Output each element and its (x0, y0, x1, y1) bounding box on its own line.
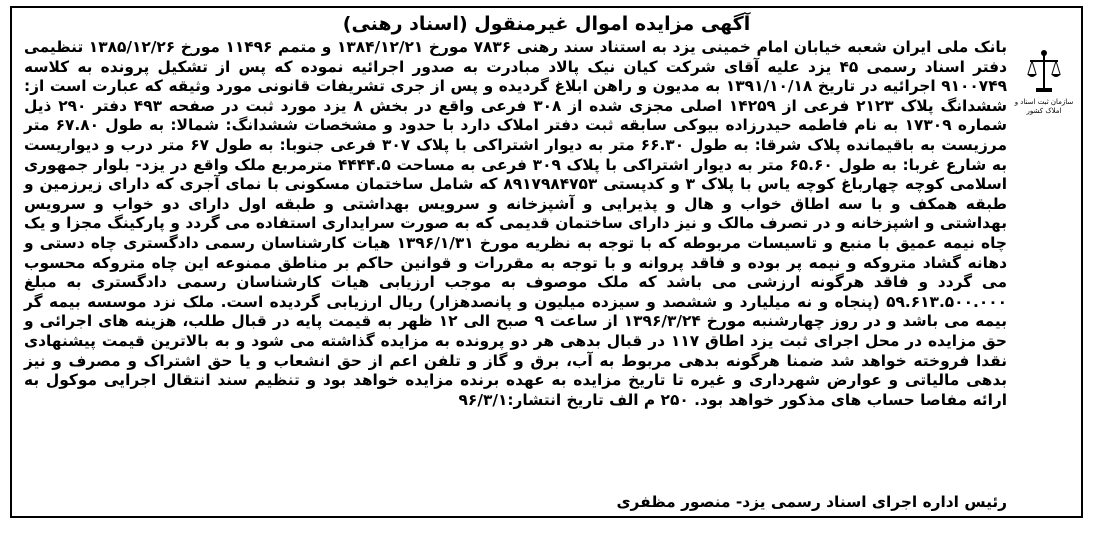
signature: رئیس اداره اجرای اسناد رسمی یزد- منصور مظفری (616, 493, 1007, 511)
notice-title: آگهی مزایده اموال غیرمنقول (اسناد رهنی) (342, 13, 751, 35)
judiciary-scales-emblem-icon (1024, 48, 1064, 96)
notice-footer (24, 492, 1007, 512)
notice-body (24, 38, 1007, 410)
registry-emblem (1014, 48, 1074, 122)
notice-text: بانک ملی ایران شعبه خیابان امام خمینی یزد به استناد سند رهنی ۷۸۳۶ مورخ ۱۳۸۴/۱۲/۲۱ و متمم ۱۱۴۹۶ مورخ ۱۳۸۵/۱۲/۲۶ تنظیمی دفتر اسناد رسمی ۴۵ یزد علیه آقای شرکت کیان نیک پالاد مبادرت به صدور اجرائیه نموده که پس از تشکیل پرونده به کلاسه ۹۱۰۰۷۴۹ اجرائیه در تاریخ ۱۳۹۱/۱۰/۱۸ به مدیون و راهن ابلاغ گردیده و پس از جری تشریفات قانونی مورد وثیقه که عبارت است از: ششدانگ پلاک ۲۱۲۳ فرعی از ۱۴۲۵۹ اصلی مجزی شده از ۳۰۸ فرعی واقع در بخش ۸ یزد مورد ثبت در صفحه ۴۹۳ دفتر ۲۹۰ ذیل شماره ۱۷۳۰۹ به نام فاطمه حیدرزاده بیوکی سابقه ثبت دفتر املاک دارد با حدود و مشخصات ششدانگ: شمالا: به طول ۶۷.۸۰ متر مرزیست به باقیمانده پلاک شرقا: به طول ۶۶.۳۰ متر به دیوار اشتراکی با پلاک ۳۰۷ فرعی جنوبا: به طول ۶۷ متر درب و دیواریست به شارع غربا: به طول ۶۵.۶۰ متر به دیوار اشتراکی با پلاک ۳۰۹ فرعی به مساحت ۴۴۴۴.۵ مترمربع ملک واقع در یزد- بلوار جمهوری اسلامی کوچه چهارباغ کوچه یاس با پلاک ۳ و کدپستی ۸۹۱۷۹۸۴۷۵۳ که شامل ساختمان مسکونی با نمای آجری که دارای زیرزمین و طبقه همکف و با سه اطاق خواب و هال و پذیرایی و آشپزخانه و سرویس بهداشتی و طبقه اول دارای دو خواب و سرویس بهداشتی و اشپزخانه و در تصرف مالک و نیز دارای ساختمان قدیمی که به صورت سرایداری استفاده می گردد و پارکینگ مجزا و یک چاه نیمه عمیق با منبع و تاسیسات مربوطه که با توجه به نظریه مورخ ۱۳۹۶/۱/۳۱ هیات کارشناسان رسمی دادگستری چاه دستی و دهانه گشاد متروکه و نیمه پر بوده و فاقد پروانه و با توجه به مقررات و قوانین حاکم بر مناطق ممنوعه این چاه متروکه محسوب می گردد و فاقد هرگونه ارزشی می باشد که ملک موصوف به موجب ارزیابی هیات کارشناسان رسمی دادگستری به مبلغ ۵۹.۶۱۳.۵۰۰.۰۰۰ (پنجاه و نه میلیارد و ششصد و سیزده میلیون و پانصدهزار) ریال ارزیابی گردیده است. ملک نزد موسسه بیمه گر بیمه می باشد و در روز چهارشنبه مورخ ۱۳۹۶/۳/۲۴ از ساعت ۹ صبح الی ۱۲ ظهر به قیمت پایه در قبال طلب، هزینه های اجرائی و حق مزایده در محل اجرای ثبت یزد اطاق ۱۱۷ در قبال بدهی هر دو پرونده به مزایده گذاشته می شود و به بالاترین قیمت پیشنهادی نقدا فروخته خواهد شد ضمنا هرگونه بدهی مربوط به آب، برق و گاز و تلفن اعم از حق انشعاب و یا حق اشتراک و مصرف و نیز بدهی مالیاتی و عوارض شهرداری و غیره تا تاریخ مزایده به عهده برنده مزایده خواهد بود و تنظیم سند انتقال اجرایی موکول به ارائه مفاصا حساب های مذکور خواهد بود. ۲۵۰ م الف تاریخ انتشار:۹۶/۳/۱ (24, 38, 1007, 409)
registry-caption: سازمان ثبت اسناد و املاک کشور (1014, 98, 1074, 115)
notice-frame (10, 6, 1083, 518)
